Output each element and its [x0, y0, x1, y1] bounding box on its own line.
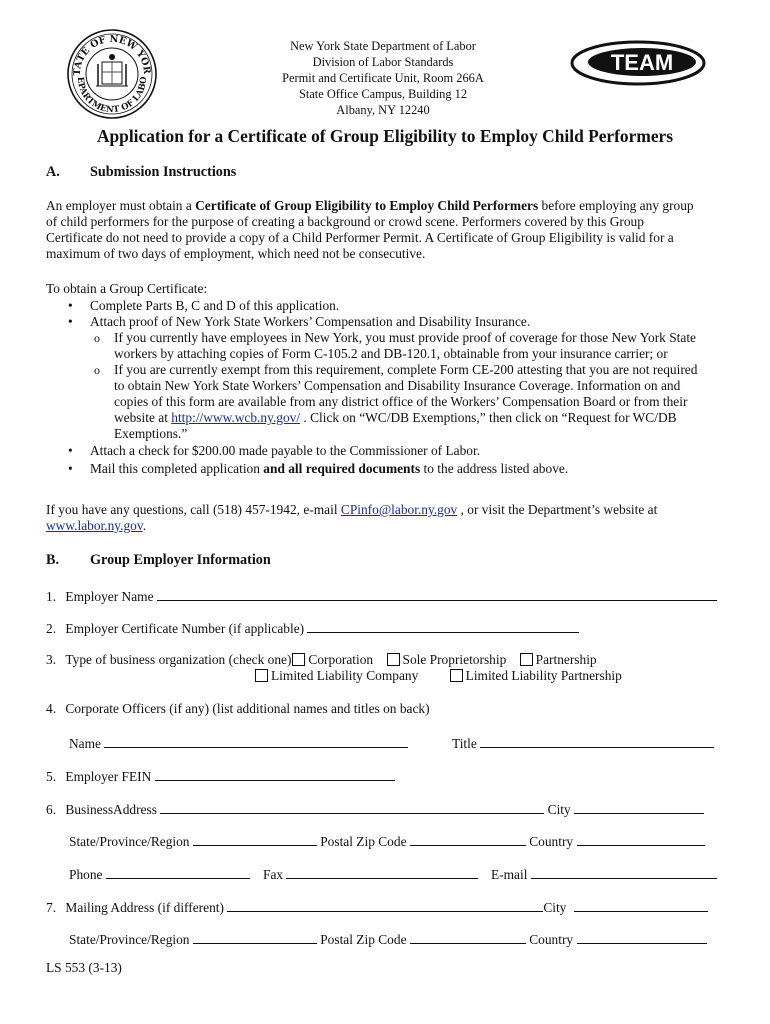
email-link[interactable]: CPinfo@labor.ny.gov — [340, 502, 458, 517]
fein-field[interactable] — [155, 767, 395, 781]
business-address-row: 6. BusinessAddress City — [46, 800, 704, 818]
instructions-paragraph: An employer must obtain a Certificate of Group Eligibility to Employ Child Performers before employing any group of child performers for the purpose of creating a background or crowd scene. Performers covered by this Group Certificate do not need to provide a copy of a Child Performer Permit. A Certificate of Group Eligibility is valid for a maximum of two days of employment, which need not be consecutive. — [46, 198, 694, 261]
team-logo-text: TEAM — [610, 50, 674, 75]
agency-line: Division of Labor Standards — [312, 55, 454, 69]
form-title: Application for a Certificate of Group Eligibility to Employ Child Performers — [96, 126, 674, 146]
certificate-name: Certificate of Group Eligibility to Employ Child Performers — [195, 198, 539, 213]
mailing-city-field[interactable] — [574, 898, 708, 912]
section-name: Group Employer Information — [90, 552, 271, 568]
officer-title-field[interactable] — [480, 734, 714, 748]
seal-text-top: TATE OF NEW YOR — [71, 33, 153, 76]
corporation-checkbox[interactable] — [292, 653, 305, 666]
business-type-row: 3. Type of business organization (check one) Corporation Sole Proprietorship Partnership — [46, 652, 597, 667]
steps-intro: To obtain a Group Certificate: — [46, 281, 208, 296]
agency-line: New York State Department of Labor — [290, 39, 476, 53]
business-country-field[interactable] — [577, 832, 705, 846]
mailing-address-row: 7. Mailing Address (if different) City — [46, 898, 708, 916]
mailing-address-field[interactable] — [227, 898, 543, 912]
nys-labor-seal — [66, 28, 158, 120]
fax-field[interactable] — [286, 865, 478, 879]
list-item: • Complete Parts B, C and D of this application. — [68, 298, 340, 313]
steps-list: • Complete Parts B, C and D of this application. • Attach proof of New York State Workers’ Compensation and Disability Insurance. o If you currently have employees in New York, you must provide proof of coverage for those New York State workers by attaching copies of Form C-105.2 and DB-120.1, obtainable from your insurance carrier; or o If you are currently exempt from this requirement, complete Form CE-200 attesting that you are not required to obtain New York State Workers’ Compensation and Disability Insurance Coverage. Information on and copies of this form are available from any district office of the Workers’ Compensation Board or from their website at http://www.wcb.ny.gov/ . Click on “WC/DB Exemptions,” then click on “Request for WC/DB Exemptions.” • Attach a check for $200.00 made payable to the Commissioner of Labor. • Mail this completed application and all required documents to the address listed above. — [90, 298, 740, 477]
fein-row: 5. Employer FEIN — [46, 767, 395, 785]
employer-name-field[interactable] — [157, 587, 717, 601]
certificate-number-field[interactable] — [307, 619, 579, 633]
sub-list-item: o If you currently have employees in New York, you must provide proof of coverage for those New York State — [94, 330, 696, 345]
agency-line: Permit and Certificate Unit, Room 266A — [282, 71, 484, 85]
mailing-region-row: State/Province/Region Postal Zip Code Country — [69, 930, 707, 948]
list-item: • Mail this completed application and all required documents to the address listed above. — [68, 461, 569, 476]
wcb-link[interactable]: http://www.wcb.ny.gov/ — [171, 410, 301, 425]
section-name: Submission Instructions — [90, 164, 237, 180]
team-logo — [570, 40, 708, 86]
list-item: • Attach a check for $200.00 made payable to the Commissioner of Labor. — [68, 443, 481, 458]
officer-name-field[interactable] — [104, 734, 408, 748]
phone-field[interactable] — [106, 865, 250, 879]
corporate-officers-row: 4. Corporate Officers (if any) (list additional names and titles on back) — [46, 701, 430, 716]
contact-paragraph: If you have any questions, call (518) 457-1942, e-mail CPinfo@labor.ny.gov , or visit the Department’s website at www.labor.ny.gov. — [46, 502, 658, 533]
sole-proprietorship-checkbox[interactable] — [387, 653, 400, 666]
certificate-number-row: 2. Employer Certificate Number (if applicable) — [46, 619, 579, 637]
agency-address — [250, 38, 516, 118]
llc-checkbox[interactable] — [255, 669, 268, 682]
section-letter: A. — [46, 164, 60, 180]
section-letter: B. — [46, 552, 60, 568]
business-city-field[interactable] — [574, 800, 704, 814]
list-item: • Attach proof of New York State Workers’ Compensation and Disability Insurance. — [68, 314, 531, 329]
sub-list-item: o If you are currently exempt from this requirement, complete Form CE-200 attesting that you are not required — [94, 362, 698, 377]
agency-line: Albany, NY 12240 — [336, 103, 430, 117]
llp-checkbox[interactable] — [450, 669, 463, 682]
officer-name-row: Name — [69, 734, 408, 752]
officer-title-row: Title — [452, 734, 714, 752]
employer-name-row: 1. Employer Name — [46, 587, 717, 605]
business-region-field[interactable] — [193, 832, 317, 846]
mailing-country-field[interactable] — [577, 930, 707, 944]
email-field[interactable] — [531, 865, 717, 879]
agency-line: State Office Campus, Building 12 — [298, 87, 468, 101]
mailing-zip-field[interactable] — [410, 930, 526, 944]
business-address-field[interactable] — [160, 800, 544, 814]
website-link[interactable]: www.labor.ny.gov — [46, 518, 143, 533]
form-id: LS 553 (3-13) — [46, 960, 122, 975]
seal-text-bottom: EPARTMENT OF LABO — [74, 76, 150, 116]
contact-row: Phone — [69, 865, 250, 883]
mailing-region-field[interactable] — [193, 930, 317, 944]
fax-row: Fax — [263, 865, 478, 883]
business-zip-field[interactable] — [410, 832, 526, 846]
partnership-checkbox[interactable] — [520, 653, 533, 666]
email-row: E-mail — [491, 865, 717, 883]
business-type-row-2: Limited Liability Company Limited Liability Partnership — [255, 668, 622, 684]
business-region-row: State/Province/Region Postal Zip Code Country — [69, 832, 705, 850]
